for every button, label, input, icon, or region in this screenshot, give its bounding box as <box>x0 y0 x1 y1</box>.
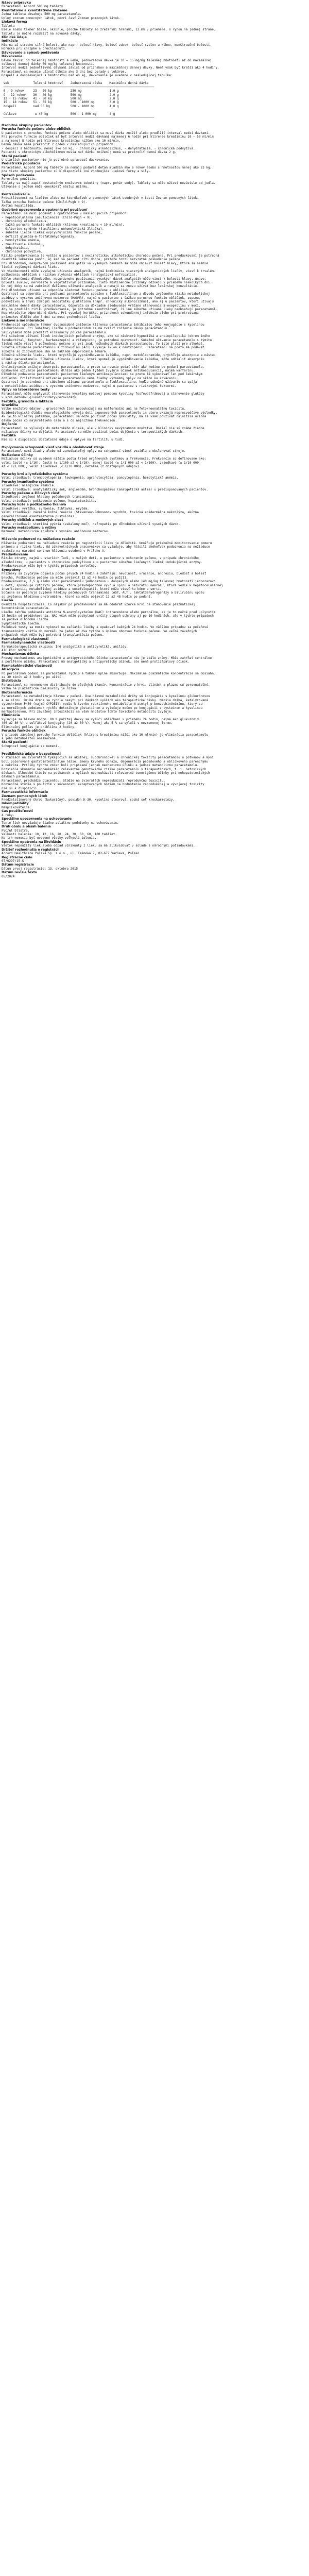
text-line: Probenecid spôsobuje takmer dvojnásobné zníženie klírensu paracetamolu inhibíciou jeho konjugácie s kyselinou <box>2 323 204 327</box>
text-line: - Gilbertov syndróm (familiárna nehemolytická žltačka), <box>2 227 104 231</box>
text-line: Dátum prvej registrácie: 13. októbra 2015 <box>2 867 78 871</box>
section-heading: Lieková forma <box>2 20 27 24</box>
text-line: Pečeňové testy sa musia vykonať na začiatku liečby a opakovať každých 24 hodín. Vo väčšine prípadov sa pečeňové <box>2 625 208 630</box>
text-line: prípadoch však môže byť potrebná transplantácia pečene. <box>2 633 104 637</box>
section-heading: Liekové a iné interakcie <box>2 319 45 323</box>
section-heading: Eliminácia <box>2 714 20 718</box>
text-line: Aby sa predišlo riziku predávkovania, je potrebné skontrolovať, či iné súbežne užívané lieky neobsahujú paracetamol. <box>2 308 218 311</box>
text-line: Opakované užívanie paracetamolu dlhšie ako jeden týždeň zvyšuje účinok antikoagulancií, najmä warfarínu. <box>2 369 195 372</box>
text-line: Symptomatická liečba. <box>2 621 41 625</box>
section-heading: Dojčenie <box>2 422 18 427</box>
text-line: V štúdiách na zvieratách týkajúcich sa akútnej, subchronickej a chronickej toxicity paracetamolu u potkanov a myší <box>2 756 214 760</box>
document-body <box>2 1 302 878</box>
section-heading: Pediatrická populácia <box>2 162 41 166</box>
text-line: Paracetamol prechádza placentou. Štúdie na zvieratách nepreukázali reprodukčnú toxicitu. <box>2 778 165 783</box>
text-line: dohľadom. Príležitostné užívanie paracetamolu nemá žiadny významný vplyv na sklon ku krvácaniu. <box>2 376 179 380</box>
section-heading: Kvalitatívne a kvantitatívne zloženie <box>2 8 67 12</box>
section-heading: Farmakokinetické vlastnosti <box>2 664 53 668</box>
text-line: dávkach. Dlhodobé štúdie na potkanoch a myšiach nepreukázali relevantné tumorigénne účinky pri nehepatotoxických <box>2 771 210 775</box>
text-line: Neprekračujte odporúčanú dávku. Pri vysokej horúčke, príznakoch sekundárnej infekcie alebo pri pretrvávaní <box>2 311 199 315</box>
text-line: - deficit glukóza-6-fosfátdehydrogenázy, <box>2 234 76 239</box>
text-line: alkoholizmu, u pacientov s chronickou podvýživou a u pacientov súbežne liečených liekmi indukujúcimi enzýmy. <box>2 560 203 564</box>
text-line: nie sú k dispozícii. <box>2 786 39 790</box>
text-line <box>2 748 302 752</box>
text-line: u detí, spôsobuje cytolýzu pečene, ktorá pravdepodobne vyvolá úplnú a nezvratnú nekrózu, ktorá vedie k hepatocelulárnej <box>2 583 223 587</box>
text-line: ───────────────────────────────────────────────────────────────────────────────── <box>2 116 154 120</box>
text-line: Vek Telesná hmotnosť Jednorazová dávka Maximálna denná dávka <box>2 81 149 86</box>
text-line: Paracetamol sa nesmie užívať dlhšie ako 3 dni bez porady s lekárom. <box>2 70 127 74</box>
text-line: dospelí nad 55 kg 500 - 1000 mg 4,0 g <box>2 104 119 108</box>
section-heading: Čas použiteľnosti <box>2 809 33 814</box>
text-line: nežiaduce účinky na dojčatá. Paracetamol sa môže používať počas dojčenia v terapeutických dávkach. <box>2 430 184 434</box>
section-heading: Poruchy krvi a lymfatického systému <box>2 472 68 476</box>
section-heading: Dátum revízie textu <box>2 871 38 875</box>
text-line: Eliminačný polčas je približne 2 hodiny. <box>2 725 76 729</box>
text-line: dávka počas čo najkratšieho času a s čo najnižšou frekvenciou. <box>2 418 117 422</box>
text-line: Pri dlhodobom užívaní sa odporúča sledovať funkciu pečene a obličiek. <box>2 288 130 292</box>
text-line: Úplný zoznam pomocných látok, pozri časť Zoznam pomocných látok. <box>2 16 121 20</box>
section-heading: Registračné číslo <box>2 855 32 859</box>
text-line: a so sírou. Druhá dráha sa rýchlo nasýti pri dávkach vyšších ako terapeutické dávky. Menšia dráha, katalyzovaná <box>2 698 208 702</box>
section-heading: Porucha funkcie pečene alebo obličiek <box>2 127 71 131</box>
text-line: boli pozorované gastrointestinálne lézie, zmeny krvného obrazu, degenerácia pečeňového a obličkového parenchýmu <box>2 759 208 764</box>
text-line: Náhle ukončenie dlhodobého, nesprávneho používania vysokých dávok analgetík môže viesť k bolesti hlavy, únave, <box>2 277 207 281</box>
text-line: poškodeniu obličiek s rizikom zlyhania obličiek (analgetická nefropatia). <box>2 273 138 277</box>
text-line <box>2 108 302 112</box>
text-line: Biele alebo takmer biele, okrúhle, ploché tablety so zrezanými hranami, 12 mm v priemere, s ryhou na jednej strane. <box>2 28 216 32</box>
text-line: Hlásenie podozrení na nežiaduce reakcie po registrácii lieku je dôležité. Umožňuje priebežné monitorovanie pomeru <box>2 541 212 545</box>
text-line: pre tieto skupiny pacientov sú k dispozícii iné vhodnejšie liekové formy a sily. <box>2 170 150 174</box>
section-heading: Ovplyvnenie schopnosti viesť vozidlá a obsluhovať stroje <box>2 445 104 449</box>
section-heading: Špeciálne opatrenia na likvidáciu <box>2 840 61 844</box>
text-line: - súbežná liečba liekmi ovplyvňujúcimi funkcie pečene, <box>2 231 102 235</box>
text-line: Paracetamol Accord 500 mg tablety <box>2 5 63 9</box>
section-heading: Nežiaduce účinky <box>2 453 33 457</box>
text-line: až < 1/1 000), veľmi zriedkavé (< 1/10 000), neznáme (z dostupných údajov). <box>2 464 141 468</box>
text-line: dávkach paracetamolu. <box>2 775 41 779</box>
text-line: reakcie na národné centrum hlásenia uvedené v Prílohe V. <box>2 549 106 553</box>
text-line: Dlhodobé podávanie paracetamolu pacientom liečeným antikoagulanciami sa preto má vykonávať len pod lekárskym <box>2 372 203 377</box>
section-heading: Inkompatibility <box>2 802 29 806</box>
text-line: Akútna hepatitída. <box>2 204 36 208</box>
section-heading: Kontraindikácie <box>2 192 30 196</box>
text-line: U pacientov s poruchou funkcie pečene alebo obličiek sa musí dávka znížiť alebo predĺžiť interval medzi dávkami. <box>2 131 210 135</box>
text-line: Vylučuje sa hlavne močom. 90 % požitej dávky sa vylúči obličkami v priebehu 24 hodín, najmä ako glukuronid <box>2 717 199 721</box>
section-heading: Dávkovanie a spôsob podávania <box>2 50 60 55</box>
text-line: Mierna až stredne silná bolesť, ako napr. bolesť hlavy, bolesť zubov, bolesť svalov a kĺbov, menštruačné bolesti. <box>2 43 212 47</box>
text-line: cytochrómom P450 (najmä CYP2E1), vedie k tvorbe reaktívneho metabolitu N-acetyl-p-benzochinónimínu, ktorý sa <box>2 702 203 706</box>
text-line: okamžitá lekárska pomoc, aj keď sa pacient cíti dobre, pretože hrozí nezvratné poškodenie pečene. <box>2 258 182 262</box>
text-line: Pri dlhodobom, nesprávnom používaní analgetík vo vysokých dávkach sa môže objaviť bolesť hlavy, ktorá sa nesmie <box>2 261 208 265</box>
text-line: a nekróza. Príčiny týchto zmien boli pripísané jednak mechanizmu účinku a jednak metabolizmu paracetamolu. <box>2 764 199 768</box>
text-line: účinku paracetamolu. Súbežné užívanie liekov, ktoré spomaľujú vyprázdňovanie žalúdka, môže oddialiť absorpciu <box>2 357 204 361</box>
text-line: brucha. Poškodenie pečene sa môže prejaviť 12 až 48 hodín po požití. <box>2 575 128 580</box>
text-line <box>2 442 302 445</box>
section-heading: Poruchy kože a podkožného tkaniva <box>2 503 66 507</box>
section-heading: Hlásenie podozrení na nežiaduce reakcie <box>2 537 75 541</box>
section-heading: Poruchy pečene a žlčových ciest <box>2 492 60 495</box>
text-line: Veľmi zriedkavé: anafylaktický šok, angioedém, bronchospazmus (analgetická astma) u predisponovaných pacientov. <box>2 487 208 492</box>
text-line: Ak je to klinicky potrebné, paracetamol sa môže používať počas gravidity, má sa však používať najnižšia účinná <box>2 415 207 419</box>
text-line <box>2 189 302 192</box>
text-line: Opatrnosť sa odporúča pri podávaní paracetamolu súbežne s flukloxacilínom z dôvodu zvýšeného rizika metabolickej <box>2 292 210 296</box>
section-heading: Dávkovanie <box>2 55 23 59</box>
section-heading: Spôsob podávania <box>2 173 35 177</box>
text-line: Salicylamid môže predĺžiť eliminačný polčas paracetamolu. <box>2 330 108 334</box>
text-line: Paracetamol Accord 500 mg tablety sa nemajú podávať deťom mladším ako 6 rokov alebo s hmotnosťou menej ako 23 kg, <box>2 165 212 170</box>
text-line: liečiť zvýšenými dávkami lieku. <box>2 265 59 269</box>
text-line: Accord Healthcare Polska Sp. z o.o., ul. Taśmowa 7, 02-677 Varšava, Poľsko <box>2 852 140 856</box>
text-line: a nástup účinku paracetamolu. <box>2 361 56 365</box>
text-line: Veľmi zriedkavé: poškodenie pečene, hepatotoxicita. <box>2 499 97 503</box>
text-line: Zriedkavé: zvýšené hladiny pečeňových transamináz. <box>2 495 95 499</box>
text-line: s metabolickou acidózou s vysokou aniónovou medzerou, najmä u pacientov s rizikovými faktormi. <box>2 384 177 388</box>
text-line: - chronická podvýživa. <box>2 250 43 254</box>
section-heading: Poruchy obličiek a močových ciest <box>2 518 63 522</box>
text-line: Príznaky sa zvyčajne objavia počas prvých 24 hodín a zahŕňajú: nevoľnosť, vracanie, anorexiu, bledosť a bolesť <box>2 572 207 576</box>
text-line: Konvenčné štúdie s použitím v súčasnosti akceptovaných noriem na hodnotenie reprodukčnej a vývojovej toxicity <box>2 783 204 787</box>
section-heading: Špeciálne upozornenia na uchovávanie <box>2 817 72 821</box>
text-line: Zriedkavé: vyrážka, svrbenie, žihľavka, erytém. <box>2 506 89 511</box>
text-line: Tablety sa majú zapiť dostatočným množstvom tekutiny (napr. pohár vody). Tablety sa môžu užívať nezávisle od jedla. <box>2 181 216 185</box>
text-line: Neznáme: metabolická acidóza s vysokou aniónovou medzerou. <box>2 530 110 534</box>
text-line: Do tej doby sa má zabrániť ďalšiemu užívaniu analgetík a nemajú sa znovu užívať bez lekárskej konzultácie. <box>2 284 199 289</box>
section-heading: Liečba <box>2 599 13 603</box>
text-line: Zriedkavé: alergické reakcie. <box>2 484 56 488</box>
section-heading: Distribúcia <box>2 679 21 683</box>
section-heading: Absorpcia <box>2 668 20 672</box>
section-heading: Farmaceutické informácie <box>2 790 48 794</box>
text-line: Na trh nemusia byť uvedené všetky veľkosti balenia. <box>2 836 97 840</box>
text-line: Predželatínovaný škrob (kukuričný), povidón K-30, kyselina stearová, sodná soľ kroskarmelózy. <box>2 798 175 802</box>
text-line: 6 - 9 rokov 23 - 29 kg 250 mg 1,0 g <box>2 89 119 93</box>
text-line: Celkovo ≥ 40 kg 500 - 1 000 mg 4 g <box>2 112 115 116</box>
text-line: - zneužívanie alkoholu, <box>2 242 45 246</box>
text-line: koncentrácie paracetamolu. <box>2 606 50 611</box>
section-heading: Fertilita <box>2 434 16 438</box>
section-heading: Vplyv na laboratórne testy <box>2 388 50 392</box>
text-line: - ťažká porucha funkcie obličiek (klírens kreatinínu < 10 ml/min), <box>2 223 125 227</box>
section-heading: Biotransformácia <box>2 690 32 694</box>
text-line: Riziko otravy, najmä u starších ľudí, u malých detí, u pacientov s ochorením pečene, v prípade chronického <box>2 556 199 561</box>
section-heading: Dátum registrácie <box>2 863 34 867</box>
text-line: Pacienti s chronickým alkoholizmom musia mať dávku zníženú; nemá sa prekročiť denná dávka 2 g. <box>2 150 177 155</box>
text-line: Neaplikovateľné. <box>2 805 31 809</box>
section-heading: Mechanizmus účinku <box>2 652 39 656</box>
section-heading: Osobitné skupiny pacientov <box>2 124 52 127</box>
text-line: 07/0297/15-S <box>2 859 24 863</box>
text-line: Epidemiologické štúdie neurologického vývoja detí exponovaných paracetamolu in utero ukazujú nepresvedčivé výsledky. <box>2 411 218 415</box>
text-line: v krvi metódou glukózooxidázy-peroxidázy. <box>2 396 78 400</box>
text-line: - dospelí s hmotnosťou menej ako 50 kg, - chronický alkoholizmus, - dehydratácia, - chronická podvýživa. <box>2 146 195 150</box>
text-line: Perorálne použitie. <box>2 177 37 181</box>
text-line: za 30 minút až 2 hodiny po užití. <box>2 675 63 679</box>
text-line: podvýživou a inými zdrojmi nedostatku glutatiónu (napr. chronický alkoholizmus), ako aj u pacientov, ktorí užívajú <box>2 300 214 304</box>
text-line: transaminázy vrátia do normálu za jeden až dva týždne s úplnou obnovou funkcie pečene. Vo veľmi závažných <box>2 629 197 633</box>
text-line: (60 až 80 %) a sulfátové konjugáty (20 až 30 %). Menej ako 5 % sa vylúči v nezmenenej forme. <box>2 721 173 725</box>
section-heading: Starší pacienti <box>2 154 28 158</box>
text-line: Paracetamol sa vylučuje do materského mlieka, ale v klinicky nevýznamnom množstve. Dosiaľ nie sú známe žiadne <box>2 426 204 430</box>
section-heading: Osobitné upozornenia a opatrenia pri používaní <box>2 208 88 212</box>
text-line: Dávka závisí od telesnej hmotnosti a veku; jednorazová dávka je 10 – 15 mg/kg telesnej hmotnosti až do maximálnej <box>2 58 212 62</box>
text-line: Pri súbežnom užívaní látok indukujúcich pečeňové enzýmy, ako sú niektoré hypnotiká a antiepileptiká (okrem iného <box>2 334 210 338</box>
text-line: 9 - 12 rokov 30 - 40 kg 500 mg 2,0 g <box>2 93 119 97</box>
text-line: Cholestyramín znižuje absorpciu paracetamolu, a preto sa nesmie podať skôr ako hodinu po podaní paracetamolu. <box>2 365 204 369</box>
text-line: Tento liek nevyžaduje žiadne zvláštne podmienky na uchovávanie. <box>2 821 119 825</box>
text-line: Interval medzi jednotlivými dávkami závisí od príznakov a maximálnej dennej dávky. Nemá však byť kratší ako 4 hodiny. <box>2 66 219 70</box>
text-line: 12 - 15 rokov 41 - 50 kg 500 mg 2,0 g <box>2 96 119 100</box>
section-heading: Predklinické údaje o bezpečnosti <box>2 752 61 756</box>
section-heading: Porucha funkcie obličiek <box>2 729 46 733</box>
text-line: liekmi môže viesť k poškodeniu pečene aj pri inak neškodných dávkach paracetamolu. To isté platí pre alkohol. <box>2 342 204 346</box>
text-line: Opatrnosť je potrebná pri súbežnom užívaní paracetamolu a flukloxacilínu, keďže súbežné užívanie sa spája <box>2 380 197 384</box>
text-line: Tabletu je možné rozdeliť na rovnaké dávky. <box>2 31 82 36</box>
section-heading: Klinické údaje <box>2 35 27 39</box>
text-line: so zvýšenou hladinou protrombínu, ktoré sa môžu objaviť 12 až 48 hodín po podaní. <box>2 595 152 599</box>
text-line: glukurónovou. Pri súbežnej liečbe s probenecidom sa má zvážiť zníženie dávky paracetamolu. <box>2 327 169 331</box>
text-line: a jeho metabolitov oneskorená. <box>2 737 58 740</box>
text-line: merkaptúrovou. Pri závažnej intoxikácii sa však množstvo tohto toxického metabolitu zvyšuje. <box>2 709 173 714</box>
section-heading: Starší pacienti <box>2 740 28 744</box>
text-line: ATC kód: N02BE01 <box>2 648 31 652</box>
text-line: veľmi časté (≥ 1/10), časté (≥ 1/100 až < 1/10), menej časté (≥ 1/1 000 až < 1/100), zriedkavé (≥ 1/10 000 <box>2 461 199 465</box>
text-line: PVC/Al blistre. <box>2 828 30 833</box>
text-line <box>2 468 302 472</box>
text-line: Denná dávka nemá prekročiť 2 g/deň v nasledujúcich prípadoch: <box>2 143 115 147</box>
text-line: Riziko predávkovania je vyššie u pacientov s necirhotickou alkoholickou chorobou pečene. Pri predávkovaní je potrebná <box>2 253 219 258</box>
section-heading: Názov prípravku <box>2 1 31 5</box>
text-line: prínosu a rizika lieku. Od zdravotníckych pracovníkov sa vyžaduje, aby hlásili akékoľvek podozrenia na nežiaduce <box>2 545 210 549</box>
text-line <box>2 78 302 81</box>
section-heading: Indikácie <box>2 39 18 43</box>
text-line: 4 roky. <box>2 813 15 817</box>
section-heading: Poruchy imunitného systému <box>2 480 54 484</box>
text-line: súbežne so zidovudínom iba na základe odporúčania lekára. <box>2 349 108 353</box>
text-line: - chronický alkoholizmus, <box>2 219 48 223</box>
text-line: a periférne účinky. Paracetamol má analgetický a antipyretický účinok, ale nemá protizápalový účinok. <box>2 660 190 664</box>
section-heading: Poruchy metabolizmu a výživy <box>2 526 56 530</box>
section-heading: Zoznam pomocných látok <box>2 794 47 798</box>
text-line: Jedna tableta obsahuje 500 mg paracetamolu. <box>2 12 82 16</box>
text-line: Väzba na plazmatické bielkoviny je nízka. <box>2 687 78 691</box>
text-line: Užívanie s jedlom môže oneskoriť nástup účinku. <box>2 185 89 189</box>
text-line: 15 - 18 rokov 51 - 55 kg 500 - 1000 mg 3,0 g <box>2 100 119 105</box>
text-line: Veľké množstvo údajov u gravidných žien nepoukazuje na malformačnú ani na feto/neonatálnu toxicitu. <box>2 407 186 411</box>
text-line: Schopnosť konjugácie sa nemení. <box>2 744 59 748</box>
text-line: fenobarbital, fenytoín, karbamazepín) a rifampicín, je potrebná opatrnosť. Súbežné užívanie paracetamolu s týmito <box>2 338 212 342</box>
text-line: Tableta <box>2 24 15 28</box>
text-line: Pri poruche funkcie obličiek má byť interval medzi dávkami najmenej 6 hodín pri klírense kreatinínu 10 – 50 ml/min <box>2 135 214 139</box>
text-line: a najmenej 8 hodín pri klírense kreatinínu nižšom ako 10 ml/min. <box>2 139 121 143</box>
text-line: Liečba zahŕňa podávanie antidota N-acetylcysteínu (NAC) intravenózne alebo perorálne, ak je to možné pred uplynutím <box>2 610 216 614</box>
section-heading: Farmakologické vlastnosti <box>2 637 49 641</box>
text-line: V prípade závažnej poruchy funkcie obličiek (klírens kreatinínu nižší ako 10 ml/min) je eliminácia paracetamolu <box>2 733 208 737</box>
text-line: 05/2024 <box>2 874 15 878</box>
section-heading: Držiteľ rozhodnutia o registrácii <box>2 848 60 852</box>
text-line: - hemolytická anémia, <box>2 239 41 243</box>
text-line: acidózy s vysokou aniónovou medzerou (HAGMA), najmä u pacientov s ťažkou poruchou funkcie obličiek, sepsou, <box>2 296 201 300</box>
section-heading: Farmakodynamické vlastnosti <box>2 641 55 645</box>
text-line: Predávkovanie môže byť v týchto prípadoch smrteľné. <box>2 564 97 568</box>
text-line: Precitlivenosť na liečivo alebo na ktorúkoľvek z pomocných látok uvedených v časti Zoznam pomocných látok. <box>2 196 199 200</box>
text-line: Paracetamol môže ovplyvniť stanovenie kyseliny močovej pomocou kyseliny fosfowolfrámovej a stanovenie glukózy <box>2 392 204 396</box>
text-line <box>2 534 302 537</box>
text-line: Farmakoterapeutická skupina: Iné analgetiká a antipyretiká, anilidy. <box>2 645 128 649</box>
text-line: ───────────────────────────────────────────────────────────────────────────────── <box>2 85 154 89</box>
section-heading: Symptómy <box>2 568 21 572</box>
text-line: sa podáva dlhodobá liečba. <box>2 618 50 622</box>
text-line: Paracetamol nemá žiadny alebo má zanedbateľný vplyv na schopnosť viesť vozidlá a obsluhovať stroje. <box>2 449 186 453</box>
text-line: Vo všeobecnosti môže zvyčajné užívanie analgetík, najmä kombinácia viacerých analgetických liečiv, viesť k trvalému <box>2 269 216 273</box>
text-line: Veľkosti balenia: 10, 12, 16, 20, 24, 30, 50, 60, 100 tabliet. <box>2 832 117 836</box>
text-line: Paracetamol sa metabolizuje hlavne v pečeni. Dve hlavné metabolické dráhy sú konjugácia s kyselinou glukurónovou <box>2 694 210 699</box>
text-line: celkovej dennej dávky 60 mg/kg telesnej hmotnosti. <box>2 62 95 66</box>
text-line: Veľmi zriedkavé: sterilná pyúria (zakalený moč), nefropatia po dlhodobom užívaní vysokých dávok. <box>2 522 180 526</box>
text-line: - hepatocelulárna insuficiencia (Child-Pugh < 9), <box>2 215 93 219</box>
text-line: Ťažká porucha funkcie pečene (Child-Pugh > 9). <box>2 200 88 204</box>
text-line: Všetok nepoužitý liek alebo odpad vzniknutý z lieku sa má zlikvidovať v súlade s národnými požiadavkami. <box>2 844 195 848</box>
section-heading: Gravidita <box>2 403 19 407</box>
text-line: Predávkovanie, 7,5 g alebo viac paracetamolu jednorazovo u dospelých alebo 140 mg/kg telesnej hmotnosti jednorazovo <box>2 580 216 584</box>
text-line: insuficiencii, metabolickej acidóze a encefalopatii, ktoré môžu viesť ku kóme a smrti. <box>2 587 162 591</box>
text-line: maximálne denné dávky paracetamolu. Odporúča sa dôkladné sledovanie vrátane stanovenia 5-oxoprolínu v moči. <box>2 303 201 308</box>
text-line <box>2 120 302 124</box>
text-line: za normálnych podmienok rýchlo detoxikuje glutatiónom a vylučuje močom po konjugácii s cysteínom a kyselinou <box>2 706 203 710</box>
text-line: Paracetamol sa rovnomerne distribuuje do všetkých tkanív. Koncentrácie v krvi, slinách a plazme sú porovnateľné. <box>2 683 210 687</box>
text-line: Súbežné užívanie liekov, ktoré urýchľujú vyprázdňovanie žalúdka, napr. metoklopramidu, urýchľuje absorpciu a nástup <box>2 353 216 358</box>
text-line: Po perorálnom podaní sa paracetamol rýchlo a takmer úplne absorbuje. Maximálne plazmatické koncentrácie sa dosiahnu <box>2 671 216 675</box>
text-line: Presný mechanizmus analgetického a antipyretického účinku paracetamolu nie je stále známy. Môže zahŕňať centrálne <box>2 656 212 660</box>
text-line: príznakov dlhšie ako 3 dni sa musí prehodnotiť liečba. <box>2 315 102 319</box>
text-line: Nežiaduce účinky sú uvedené nižšie podľa tried orgánových systémov a frekvencie. Frekvencie sú definované ako: <box>2 457 207 461</box>
text-line: Veľmi zriedkavé: závažné kožné reakcie (Stevensov-Johnsonov syndróm, toxická epidermálna nekrolýza, akútna <box>2 511 199 515</box>
text-line: generalizovaná exantematózna pustulóza). <box>2 514 76 518</box>
section-heading: Fertilita, gravidita a laktácia <box>2 399 53 403</box>
text-line: Súčasne sa pozorujú zvýšené hladiny pečeňových transamináz (AST, ALT), laktátdehydrogenázy a bilirubínu spolu <box>2 591 204 595</box>
section-heading: Druh obalu a obsah balenia <box>2 825 51 829</box>
text-line: Horúčka pri chrípke a prechladnutí. <box>2 47 67 51</box>
section-heading: Predávkovanie <box>2 553 28 556</box>
text-line: Veľmi zriedkavé: trombocytopénia, leukopénia, agranulocytóza, pancytopénia, hemolytická anémia. <box>2 476 179 480</box>
text-line: 10 hodín od predávkovania. NAC však môže poskytnúť určitý stupeň ochrany aj po 10 hodinách, ale v týchto prípadoch <box>2 614 214 618</box>
text-line: - dehydratácia, <box>2 246 30 250</box>
text-line: Dospelí a dospievajúci s hmotnosťou nad 40 kg, dávkovanie je uvedené v nasledujúcej tabuľke: <box>2 74 173 78</box>
text-line: Paracetamol sa musí podávať s opatrnosťou v nasledujúcich prípadoch: <box>2 212 128 216</box>
text-line: bolesti svalov, nervozite a vegetatívnym príznakom. Tieto abstinenčné príznaky odznejú v priebehu niekoľkých dní. <box>2 280 212 284</box>
text-line: Rozsiahle skúmanie nepreukázalo relevantné genotoxické riziko paracetamolu v terapeutických, t. j. netoxických <box>2 767 207 771</box>
text-line: Súbežné užívanie paracetamolu a zidovudínu (AZT) zvyšuje sklon k neutropénii. Paracetamol sa preto má podávať <box>2 346 204 350</box>
text-line: U starších pacientov nie je potrebné upravovať dávkovanie. <box>2 158 110 162</box>
text-line: Nie sú k dispozícii dostatočné údaje o vplyve na fertilitu u ľudí. <box>2 437 125 442</box>
text-line: Okamžitá hospitalizácia. Čo najskôr po predávkovaní sa má odobrať vzorka krvi na stanovenie plazmatickej <box>2 602 195 606</box>
